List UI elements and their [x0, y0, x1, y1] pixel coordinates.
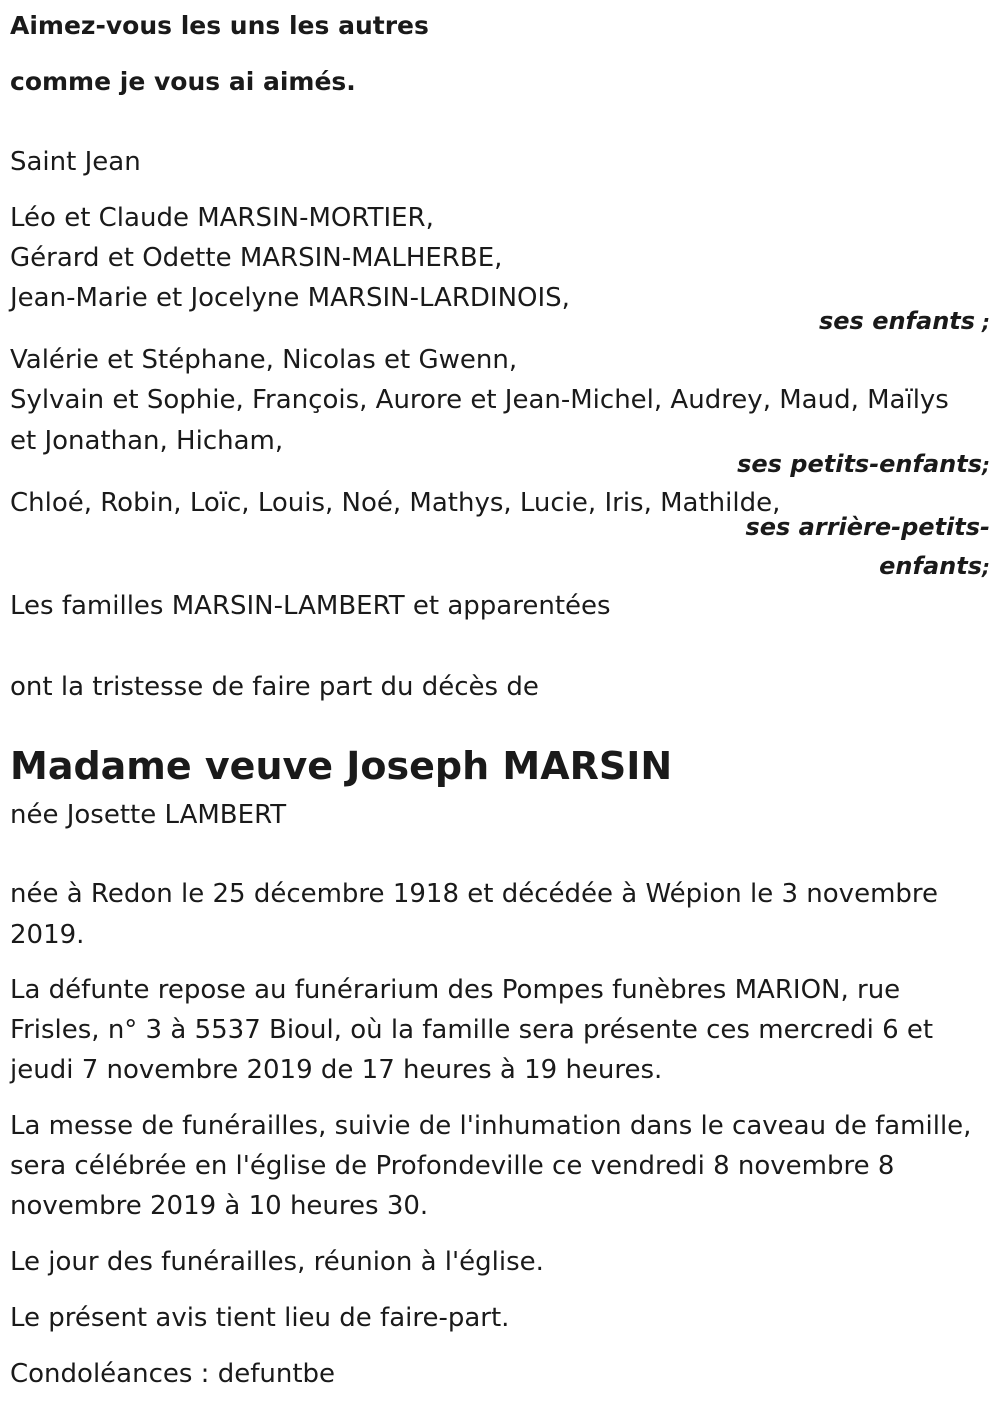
quote-line-2: comme je vous ai aimés.	[10, 67, 356, 96]
grandchildren-line-2: Sylvain et Sophie, François, Aurore et Jean-Michel, Audrey, Maud, Maïlys	[10, 385, 949, 415]
funerarium-line-1: La défunte repose au funérarium des Pompes funèbres MARION, rue	[10, 975, 901, 1005]
mass-line-2: sera célébrée en l'église de Profondeville ce vendredi 8 novembre 8	[10, 1151, 895, 1181]
condolences-line: Condoléances : defuntbe	[10, 1359, 336, 1389]
quote-line-1: Aimez-vous les uns les autres	[10, 11, 429, 40]
great-grandchildren-role-label: enfants	[879, 552, 982, 580]
grandchildren-line-1: Valérie et Stéphane, Nicolas et Gwenn,	[10, 345, 518, 375]
children-line-3: Jean-Marie et Jocelyne MARSIN-LARDINOIS,	[10, 283, 570, 313]
deceased-name: Madame veuve Joseph MARSIN	[10, 744, 673, 788]
announcement-line: ont la tristesse de faire part du décès de	[10, 672, 539, 702]
funerarium-line-3: jeudi 7 novembre 2019 de 17 heures à 19 heures.	[10, 1055, 663, 1085]
grandchildren-role-label: ses petits-enfants	[737, 450, 982, 478]
children-line-1: Léo et Claude MARSIN-MORTIER,	[10, 203, 434, 233]
children-role	[819, 301, 990, 342]
reunion-line: Le jour des funérailles, réunion à l'église.	[10, 1247, 544, 1277]
deceased-birth-name: née Josette LAMBERT	[10, 800, 287, 830]
grandchildren-role-punct: ;	[982, 453, 990, 477]
birth-death-line-1: née à Redon le 25 décembre 1918 et décédée à Wépion le 3 novembre	[10, 879, 939, 909]
great-grandchildren-line-1: Chloé, Robin, Loïc, Louis, Noé, Mathys, Lucie, Iris, Mathilde,	[10, 488, 781, 518]
quote-source: Saint Jean	[10, 147, 141, 177]
funerarium-line-2: Frisles, n° 3 à 5537 Bioul, où la famille sera présente ces mercredi 6 et	[10, 1015, 934, 1045]
great-grandchildren-role-punct: ;	[982, 555, 990, 579]
great-grandchildren-role-line-1: ses arrière-petits-	[745, 513, 990, 541]
children-line-2: Gérard et Odette MARSIN-MALHERBE,	[10, 243, 503, 273]
children-role-punct: ;	[975, 310, 990, 334]
grandchildren-line-3: et Jonathan, Hicham,	[10, 426, 284, 456]
birth-death-line-2: 2019.	[10, 920, 85, 950]
mass-line-3: novembre 2019 à 10 heures 30.	[10, 1191, 429, 1221]
mass-line-1: La messe de funérailles, suivie de l'inhumation dans le caveau de famille,	[10, 1111, 972, 1141]
families-line: Les familles MARSIN-LAMBERT et apparentées	[10, 591, 611, 621]
great-grandchildren-role-line-2	[879, 546, 990, 587]
children-role-label: ses enfants	[818, 307, 976, 335]
grandchildren-role	[737, 444, 990, 485]
notice-line: Le présent avis tient lieu de faire-part.	[10, 1303, 510, 1333]
